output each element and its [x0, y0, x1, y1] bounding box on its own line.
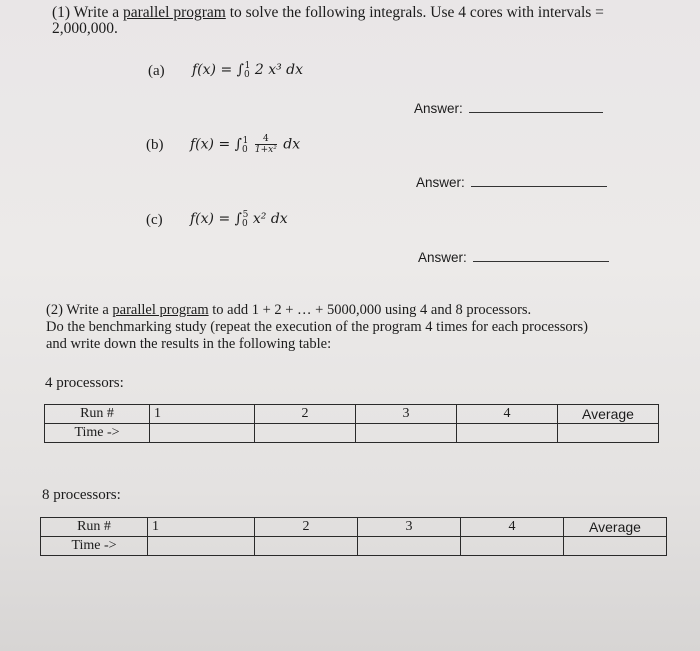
cell-run-4: 4 — [461, 518, 564, 537]
answer-a — [414, 101, 603, 116]
table-row — [45, 424, 659, 443]
cell-run-3: 3 — [356, 405, 457, 424]
answer-a-blank[interactable] — [469, 112, 603, 113]
answer-c-blank[interactable] — [473, 261, 609, 262]
answer-b — [416, 175, 607, 190]
q2-prefix: (2) Write a — [46, 302, 113, 318]
item-b-fraction: $\frac{4}{\text{1+x²}}$ — [254, 134, 277, 155]
table-4-heading: 4 processors: — [45, 375, 124, 391]
answer-c — [418, 250, 609, 265]
time-cell-average[interactable] — [558, 424, 659, 443]
cell-average-label: Average — [564, 518, 667, 537]
time-cell-2[interactable] — [255, 537, 358, 556]
item-b-label: (b) — [146, 137, 164, 153]
benchmark-table-8-processors — [40, 517, 667, 556]
cell-run-3: 3 — [358, 518, 461, 537]
cell-run-2: 2 — [255, 405, 356, 424]
time-cell-1[interactable] — [150, 424, 255, 443]
benchmark-table-4-processors — [44, 404, 659, 443]
answer-b-label: Answer: — [416, 175, 465, 190]
cell-average-label: Average — [558, 405, 659, 424]
item-b-formula: $f(x) = \int_0^1$ $\frac{4}{\text{1+x²}}$ dx — [190, 134, 301, 155]
cell-time-label: Time -> — [45, 424, 150, 443]
cell-time-label: Time -> — [41, 537, 148, 556]
q1-parallel-program-link: parallel program — [122, 4, 226, 21]
cell-run-label: Run # — [41, 518, 148, 537]
cell-run-1: 1 — [148, 518, 255, 537]
question-2-text — [46, 302, 588, 353]
time-cell-4[interactable] — [461, 537, 564, 556]
item-c-label: (c) — [146, 212, 163, 228]
q1-intervals-value: 2,000,000. — [52, 20, 118, 37]
q1-prefix: (1) Write a — [52, 4, 123, 21]
q2-instructions: Do the benchmarking study (repeat the execution of the program 4 times for each processors) — [46, 319, 588, 335]
answer-c-label: Answer: — [418, 250, 467, 265]
answer-a-label: Answer: — [414, 101, 463, 116]
time-cell-4[interactable] — [457, 424, 558, 443]
item-a-label: (a) — [148, 63, 165, 79]
q2-suffix: to add 1 + 2 + … + 5000,000 using 4 and 8 processors. — [208, 302, 532, 318]
cell-run-4: 4 — [457, 405, 558, 424]
time-cell-1[interactable] — [148, 537, 255, 556]
cell-run-1: 1 — [150, 405, 255, 424]
table-row — [41, 518, 667, 537]
time-cell-3[interactable] — [356, 424, 457, 443]
table-row — [41, 537, 667, 556]
time-cell-3[interactable] — [358, 537, 461, 556]
item-a-formula: $f(x) = \int_0^1$ 2 x³ dx — [192, 61, 304, 80]
table-8-heading: 8 processors: — [42, 487, 121, 503]
time-cell-2[interactable] — [255, 424, 356, 443]
answer-b-blank[interactable] — [471, 186, 607, 187]
q2-parallel-program-link: parallel program — [112, 302, 209, 318]
cell-run-label: Run # — [45, 405, 150, 424]
question-1-text — [52, 5, 604, 37]
time-cell-average[interactable] — [564, 537, 667, 556]
q2-instructions-cont: and write down the results in the following table: — [46, 336, 332, 352]
cell-run-2: 2 — [255, 518, 358, 537]
table-row — [45, 405, 659, 424]
q1-suffix: to solve the following integrals. Use 4 cores with intervals = — [225, 4, 604, 21]
item-c-formula: $f(x) = \int_0^5$ x² dx — [190, 210, 288, 229]
